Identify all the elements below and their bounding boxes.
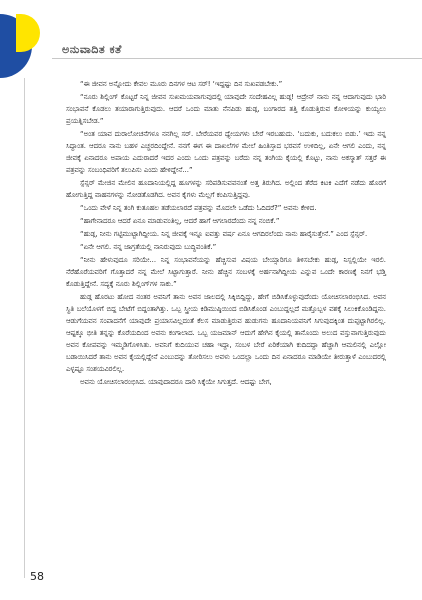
paragraph: “ಹುಡ್ಗ, ನೀನು ಗಟ್ಟಿಮುಟ್ಟಾಗಿದ್ದೀಯ. ನಿನ್ನ ಜೀವಕ್ಕೆ ಇನ್ನೂ ಐವತ್ತು ವರ್ಷ ಏನೂ ಆಗದಿರಲೆಂದು ನಾನು ಹಾರೈಸುತ್ತೇನೆ.” ಎಂದ ಸ್ಪೆನ್ಸರ್. xyxy=(80,230,368,238)
section-title: ಅನುವಾದಿತ ಕತೆ xyxy=(62,43,122,56)
paragraph: ಸ್ಪೆನ್ಸರ್ ಮೇಜಿನ ಮೇಲಿನ ಹೂದಾನಿಯಲ್ಲಿದ್ದ ಹೂಗಳನ್ನು ಸರಿಪಡಿಸುವವನಂತೆ ಅತ್ತ ತಿರುಗಿದ. ಅಲ್ಲಿಂದ ತೆರೆದ ಕಿಟಕಿ ಎದೆಗೆ ನಡೆದು ಹೊರಗೆ ಹೋಗುತ್ತಿದ್ದ ವಾಹನಗಳನ್ನು ನೋಡತೊಡಗಿದ. ಅವನ ಕೈಗಳು ಮೆಲ್ಲಗೆ ಕಂಪಿಸುತ್ತಿದ್ದವು. xyxy=(66,179,386,199)
paragraph: ಹುಡ್ಗ ಹೊರಟು ಹೋದ ನಂತರ ಅವನಿಗೆ ತಾನು ಅವನ ಜಾಲದಲ್ಲಿ ಸಿಕ್ಕಿಬಿದ್ದಿದ್ದು, ಹೇಗೆ ಬಿಡಿಸಿಕೊಳ್ಳುವುದೆಂದು ಯೋಚಿಸಲಾರಂಭಿಸಿದ. ಅವನ ಸ್ಥಿತಿ ಬಲೆಯೊಳಗೆ ಬಿದ್ದ ಬೇಟೆಗೆ ಬಿದ್ದಂತಾಗಿತ್ತು. ಒಬ್ಬ ಸ್ತ್ರೀಯ ಕಿಡಿಮುಷ್ಠಿಯಿಂದ ಬಿಡಿಸಿಕೊಂಡ ಎಂಬುದ್ದಲ್ಲದೆ ಮತ್ತೊಬ್ಬಳ ವಶಕ್ಕೆ ಸಿಲುಕಿಕೊಂಡಿದ್ದನು. ಆಡುಗೆಯವನ ಸಂಪಾದನೆಗೆ ಯಾವುದೇ ಪ್ರಯಾಸವಿಲ್ಲದಂತೆ ಕೆಲಸ ಮಾಡುತ್ತಿರುವ ಹುಡುಗನು ಹೂದಾನಿಯವನಿಗೆ ಸಿಗುವುದಕ್ಕಿಂತ ದುಪ್ಪಟ್ಟಾಗಿರಲಿಲ್ಲ. ಆಷ್ಟಕ್ಕೂ ಭೀತಿ ತನ್ನನ್ನು ಕೊರೆಯದಿಂದ ಅವನು ಕಂಗಾಲಾದ. ಒಬ್ಬ ಯಜಮಾನ್ ಆದುಗೆ ಹೇಗಿನ ಕೈಯಲ್ಲಿ ತಾನೊಂದು ಅಲುದ ವಸ್ತುವಾಗುತ್ತಿರುವುದು ಅವನ ಕೋಪವನ್ನು ಇಮ್ಮಡಿಗೊಳಿಸಿತು. ಅವನಿಗೆ ಕುದಿಯುವ ಚಹಾ ಇದ್ದಾ, ಸಂಬಳ ಬೇರೆ ಏರಿಕೆಯಾಗಿ ಕುದಿದದ್ದಾ ಹೆಚ್ಚಾಗಿ ಆಮಲಿನಲ್ಲಿ ಎಲ್ಲೋ ಬಡಾಯಿಸಿದರೆ ತಾನು ಅವನ ಕೈಯಲ್ಲಿದ್ದೇನೆ ಎಂಬುದನ್ನು ತೋರಿಸಲು ಅವಳು ಒಂದಲ್ಲಾ ಒಂದು ದಿನ ಏನಾದರೂ ಮಾಡಿಯೇ ತೀರುತ್ತಾಳೆ ಎಂಬುದರಲ್ಲಿ ಎಳ್ಳಷ್ಟೂ ಸಂಶಯವಿರಲಿಲ್ಲ. xyxy=(66,293,386,373)
paragraph: “ಅಂತ ಯಾವ ದುರಾಲೋಚನೆಗಳೂ ನನಗಿಲ್ಲ ಸರ್. ಬೇರೆಯವರ ಧ್ಯೇಯಗಳು ಬೇರೆ ಇರಬಹುದು. ‘ಬದುಕು, ಬದುಕಲು ಬಿಡು.’ ಇದು ನನ್ನ ಸಿದ್ಧಾಂತ. ಆದರೂ ನಾನು ಬಹಳ ಎಚ್ಚರದಿಂದ್ದೇನೆ. ನನಗೆ ಈಗ ಈ ದಾಖಲೆಗಳ ಮೇಲೆ ಹಿಂತಿಸ್ತಾದ ಭರವಸೆ ಉಳಿದಿಲ್ಲ, ಏನೇ ಆಗಲಿ ಎಂದು, ನನ್ನ ಜೀವಕ್ಕೆ ಏನಾದರೂ ಅಪಾಯ ಎದುರಾದರೆ ಇದರ ಎಂದು ಒಂದು ಪತ್ರವನ್ನು ಬರೆದು ನನ್ನ ತಂಗಿಯ ಕೈಯಲ್ಲಿ ಕೊಟ್ಟು, ನಾನು ಅಕಸ್ಮಾತ್ ಸತ್ತರೆ ಈ ಪತ್ರವನ್ನು ಸಂಬಂಧಿವರಿಗೆ ತಲುಪಿಸು ಎಂದು ಹೇಳಿದ್ದೇನೆ...” xyxy=(66,130,386,174)
paragraph: “ಹಾಗೇನಾದರೂ ಆದರೆ ಏನೂ ಮಾಡುವಂತಿಲ್ಲ, ಆದರೆ ಹಾಗೆ ಆಗಲಾರದೆಂದು ನನ್ನ ನಂಬಿಕೆ.” xyxy=(80,217,280,225)
paragraph: “ನೂರು ಶಿಲ್ಲಿಂಗ್ ಕೊಟ್ಟರೆ ನಿನ್ನ ಜೀವನ ಸುಖಮಯವಾಗುವುದಲ್ಲಿ ಯಾವುದೇ ಸಂದೇಹವಿಲ್ಲ ಹುಡ್ಗ! ಆದ್ರೇನ್ ನಾನು ನನ್ನ ಆದಾಗುವುದು ಭಾರಿ ಸಂಭಾವನೆ ಕೊಡಲು ತಯಾರಾಗುತ್ತಿರುವುದು. ಆದರೆ ಒಂದು ಮಾತು ನೆನಪಿಡು ಹುಡ್ಗ, ಬಂಗಾರದ ತತ್ತಿ ಕೊಡುತ್ತಿರುವ ಕೋಳಿಯನ್ನು ಕುಯ್ಯಲು ಪ್ರಯತ್ನಿಸಬೇಡ.” xyxy=(66,93,386,125)
paragraph: “ಒಂದು ವೇಳೆ ನಿನ್ನ ತಂಗಿ ಕುತೂಹಲ ತಡೆಯಲಾರದೆ ಪತ್ರವನ್ನು ಮೊದಲೇ ಒಡೆದು ಓದಿದರೆ?” ಅವನು ಕೇಳಿದ. xyxy=(80,204,317,212)
page-number: 58 xyxy=(30,570,44,583)
paragraph: ಅವನು ಯೋಚಿಸಲಾರಂಭಿಸಿದ. ಯಾವುದಾದರೂ ದಾರಿ ಸಿಕ್ಕೆಯೇ ಸಿಗುತ್ತದೆ. ಆದಷ್ಟು ಬೇಗ, xyxy=(80,378,272,386)
margin-divider xyxy=(24,78,25,578)
corner-decoration-yellow xyxy=(16,14,40,52)
header-divider xyxy=(52,58,422,59)
story-text xyxy=(66,78,386,389)
paragraph: “ಏನೇ ಆಗಲಿ. ನನ್ನ ಜಾಗ್ರತೆಯಲ್ಲಿ ನಾನಿರುವುದು ಬುದ್ಧಿವಂತಿಕೆ.” xyxy=(80,243,217,251)
paragraph: “ನೀನು ಹೇಳುವುದೂ ಸರಿಯೇ... ನಿನ್ನ ಸಂಭಾವನೆಯನ್ನು ಹೆಚ್ಚಿಸುವ ವಿಷಯ ಬೇಯ್ಸಾರಿಗೂ ತಿಳಿಸಬೇಕು ಹುಡ್ಗ, ನಿಸ್ಸಲ್ಲಿಯೇ ಇರಲಿ. ನೆರೆಹೊರೆಯವರಿಗೆ ಗೊತ್ತಾದರೆ ನನ್ನ ಮೇಲೆ ಸಿಟ್ಟಾಗುತ್ತಾರೆ. ನೀನು ಹೆಚ್ಚಿನ ಸಂಬಳಕ್ಕೆ ಅರ್ಹನಾಗಿದ್ದೀಯ ಎನ್ನುವ ಒಂದೇ ಕಾರಣಕ್ಕೆ ನಿನಗೆ ಭಡ್ತಿ ಕೊಡುತ್ತಿದ್ದೇನೆ. ಸದ್ಯಕ್ಕೆ ನೂರು ಶಿಲ್ಲಿಂಗ್‌ಗಳ ಸಾಕು.” xyxy=(66,256,386,288)
paragraph: “ಈ ಜೀವನ ಅನ್ನೋದು ಕೇವಲ ಮೂರು ದಿನಗಳ ಆಟ ಸರ್! ‘ಇದ್ದಷ್ಟು ದಿನ ಸುಖಪಡಬೇಕು.” xyxy=(80,80,283,88)
